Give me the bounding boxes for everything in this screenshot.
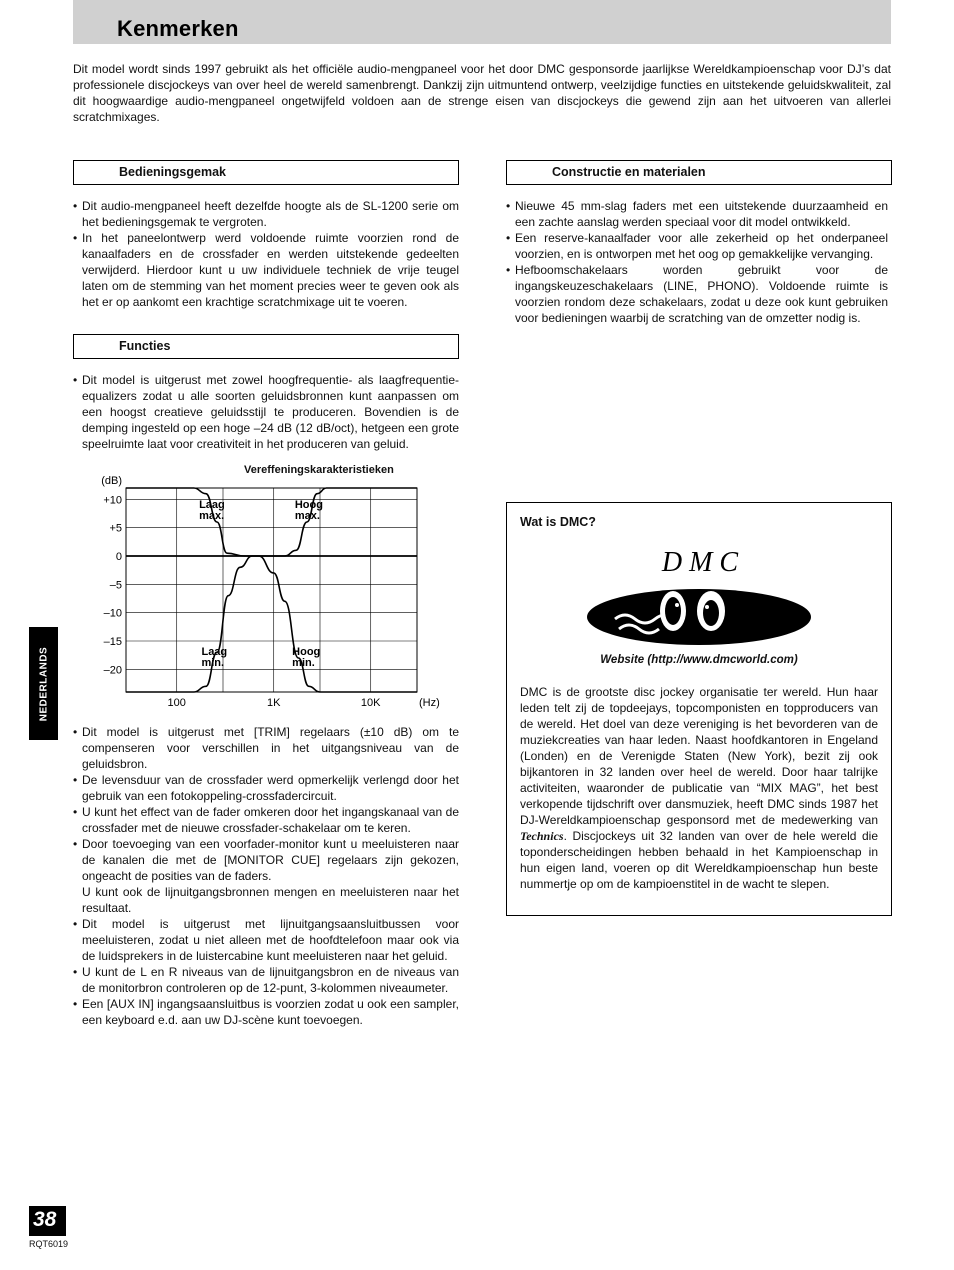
list-item-extra: U kunt ook de lijnuitgangsbronnen mengen en meeluisteren naar het resultaat. (82, 885, 459, 915)
y-tick-label: +5 (109, 522, 122, 535)
curve-label: min. (201, 657, 225, 670)
dmc-logo-eye (705, 605, 709, 609)
page-title: Kenmerken (117, 16, 239, 41)
section-heading-bedieningsgemak (73, 160, 459, 185)
curve-label: Hoog (294, 498, 323, 511)
dmc-logo-face-inner (665, 597, 681, 625)
curve-label: Hoog (292, 646, 321, 659)
title-bar (73, 0, 891, 44)
list-item (73, 836, 459, 916)
chart-title: Vereffeningskarakteristieken (244, 464, 394, 476)
list-item: • Een reserve-kanaalfader voor alle zekerheid op het onderpaneel voorzien, en is ontworpen met het oog op gemakkelijke vervanging. (506, 230, 888, 262)
dmc-website: Website (http://www.dmcworld.com) (600, 654, 798, 666)
y-tick-label: –20 (103, 664, 122, 677)
bedieningsgemak-list (73, 198, 459, 310)
dmc-question: Wat is DMC? (520, 515, 596, 529)
y-tick-label: –10 (103, 607, 122, 620)
curve-label: Laag (199, 498, 225, 511)
dmc-logo-eye (675, 603, 679, 607)
dmc-logo-text: D M C (661, 547, 739, 578)
dmc-description-text-end: . Discjockeys uit 32 landen van over de hele wereld die toponderscheidingen hebben behaald in het Kampioenschap in hun eigen land, voeren op dit Wereldkampioenschap hun beste nummertje op om de kampioenstitel in de wacht te slepen. (520, 829, 878, 891)
chart-frame (126, 488, 417, 692)
dmc-description-text: DMC is de grootste disc jockey organisatie ter wereld. Hun haar leden telt zij de topdeejays, topcomponisten en topproducers van de wereld. Het doel van deze vereniging is het bevorderen van de muziekcreaties van haar leden. Naast hoofdkantoren in Engeland (Londen) en de Verenigde Staten (New York), bezit zij ook bijkantoren in 32 landen over heel de wereld. Door haar talrijke activiteiten, waaronder de publicatie van “MIX MAG”, het best verkopende tijdschrift over dansmuziek, heeft DMC sinds 1987 het DJ-Wereldkampioenschap gesponsord met de medewerking van (520, 685, 878, 827)
curve-label: max. (199, 509, 225, 522)
curve-label: Laag (201, 646, 228, 659)
list-item: • Een [AUX IN] ingangsaansluitbus is voorzien zodat u ook een sampler, een keyboard e.d. aan uw DJ-scène kunt toevoegen. (73, 996, 459, 1028)
eq-curve (126, 556, 417, 692)
list-item: • De levensduur van de crossfader werd opmerkelijk verlengd door het gebruik van een fotokoppeling-crossfadercircuit. (73, 772, 459, 804)
section-heading-label: Constructie en materialen (552, 165, 706, 179)
dmc-info-box (506, 502, 892, 916)
section-heading-label: Bedieningsgemak (119, 165, 226, 179)
y-tick-label: –15 (103, 636, 122, 648)
eq-curve (126, 488, 417, 556)
eq-curve (126, 488, 417, 556)
curve-label: min. (292, 657, 315, 670)
dmc-logo (585, 539, 815, 649)
functies-list-bottom (73, 724, 459, 1028)
x-tick-label: 100 (167, 697, 186, 709)
language-tab-label: NEDERLANDS (38, 646, 49, 721)
document-code: RQT6019 (29, 1239, 69, 1249)
eq-chart-svg (90, 462, 440, 712)
list-item: • Dit model is uitgerust met zowel hoogfrequentie- als laagfrequentie-equalizers zodat u alle soorten geluidsbronnen kunt aanpassen om een hoogst creatieve geluidsstijl te produceren. Bovendien is de demping ingesteld op een hoge –24 dB (12 dB/oct), hetgeen een grote speelruimte laat voor creativiteit in het produceren van geluid. (73, 372, 459, 452)
constructie-list (506, 198, 888, 326)
section-heading-label: Functies (119, 339, 171, 353)
list-item: • Dit model is uitgerust met [TRIM] regelaars (±10 dB) om te compenseren voor verschillen in het uitgangsniveau van de geluidsbron. (73, 724, 459, 772)
list-item: • U kunt de L en R niveaus van de lijnuitgangsbron en de niveaus van de monitorbron controleren op de 12-punt, 3-kolommen niveaumeter. (73, 964, 459, 996)
section-heading-constructie (506, 160, 892, 185)
dmc-description (520, 684, 878, 892)
technics-brand: Technics (520, 829, 564, 843)
y-tick-label: –5 (109, 579, 122, 592)
eq-chart (90, 462, 440, 712)
page-number-box (29, 1206, 66, 1236)
list-item-text: Door toevoeging van een voorfader-monitor kunt u meeluisteren naar de kanalen die met de [MONITOR CUE] regelaars zijn gekozen, ongeacht de posities van de faders. (82, 837, 459, 883)
list-item: • Dit audio-mengpaneel heeft dezelfde hoogte als de SL-1200 serie om het bedieningsgemak te vergroten. (73, 198, 459, 230)
section-heading-functies (73, 334, 459, 359)
eq-curve (126, 556, 417, 692)
y-tick-label: 0 (115, 551, 122, 563)
curve-label: max. (294, 509, 320, 522)
language-tab (29, 627, 58, 740)
x-tick-label: 1K (266, 697, 281, 709)
list-item: • U kunt het effect van de fader omkeren door het ingangskanaal van de crossfader met de nieuwe crossfader-schakelaar om te keren. (73, 804, 459, 836)
x-axis-label: (Hz) (419, 697, 440, 709)
y-tick-label: +10 (103, 494, 122, 507)
list-item: • Hefboomschakelaars worden gebruikt voor de ingangskeuzeschakelaars (LINE, PHONO). Voldoende ruimte is voorzien rondom deze schakelaars, zodat u deze ook kunt gebruiken voor bedieningen waarbij de scratching van de omzetter nodig is. (506, 262, 888, 326)
intro-paragraph: Dit model wordt sinds 1997 gebruikt als het officiële audio-mengpaneel voor het door DMC gesponsorde jaarlijkse Wereldkampioenschap voor DJ’s dat professionele discjockeys van over heel de wereld samenbrengt. Dankzij zijn uitmuntend ontwerp, veelzijdige functies en uitstekende geluidskwaliteit, zal dit hoogwaardige audio-mengpaneel ongetwijfeld voldoen aan de strenge eisen van discjockeys die gewend zijn aan het uitvoeren van allerlei scratchmixages. (73, 62, 891, 124)
x-tick-label: 10K (360, 697, 381, 709)
page-number: 38 (33, 1208, 57, 1231)
y-axis-label: (dB) (101, 475, 122, 487)
list-item: • Dit model is uitgerust met lijnuitgangsaansluitbussen voor meeluisteren, zodat u niet alleen met de hoofdtelefoon maar ook via de luidsprekers in de luistercabine kunt meeluisteren naar het geluid. (73, 916, 459, 964)
list-item: • In het paneelontwerp werd voldoende ruimte voorzien rond de kanaalfaders en de crossfader en werden uitstekende gedeelten verwijderd. Hierdoor kunt u uw individuele techniek de vrije teugel laten om de stemming van het moment precies weer te geven ook als het er op aankomt een krachtige scratchmixage uit te voeren. (73, 230, 459, 310)
dmc-logo-face-inner (703, 600, 719, 626)
functies-list-top (73, 372, 459, 452)
list-item: • Nieuwe 45 mm-slag faders met een uitstekende duurzaamheid en een zachte aanslag werden speciaal voor dit model ontwikkeld. (506, 198, 888, 230)
